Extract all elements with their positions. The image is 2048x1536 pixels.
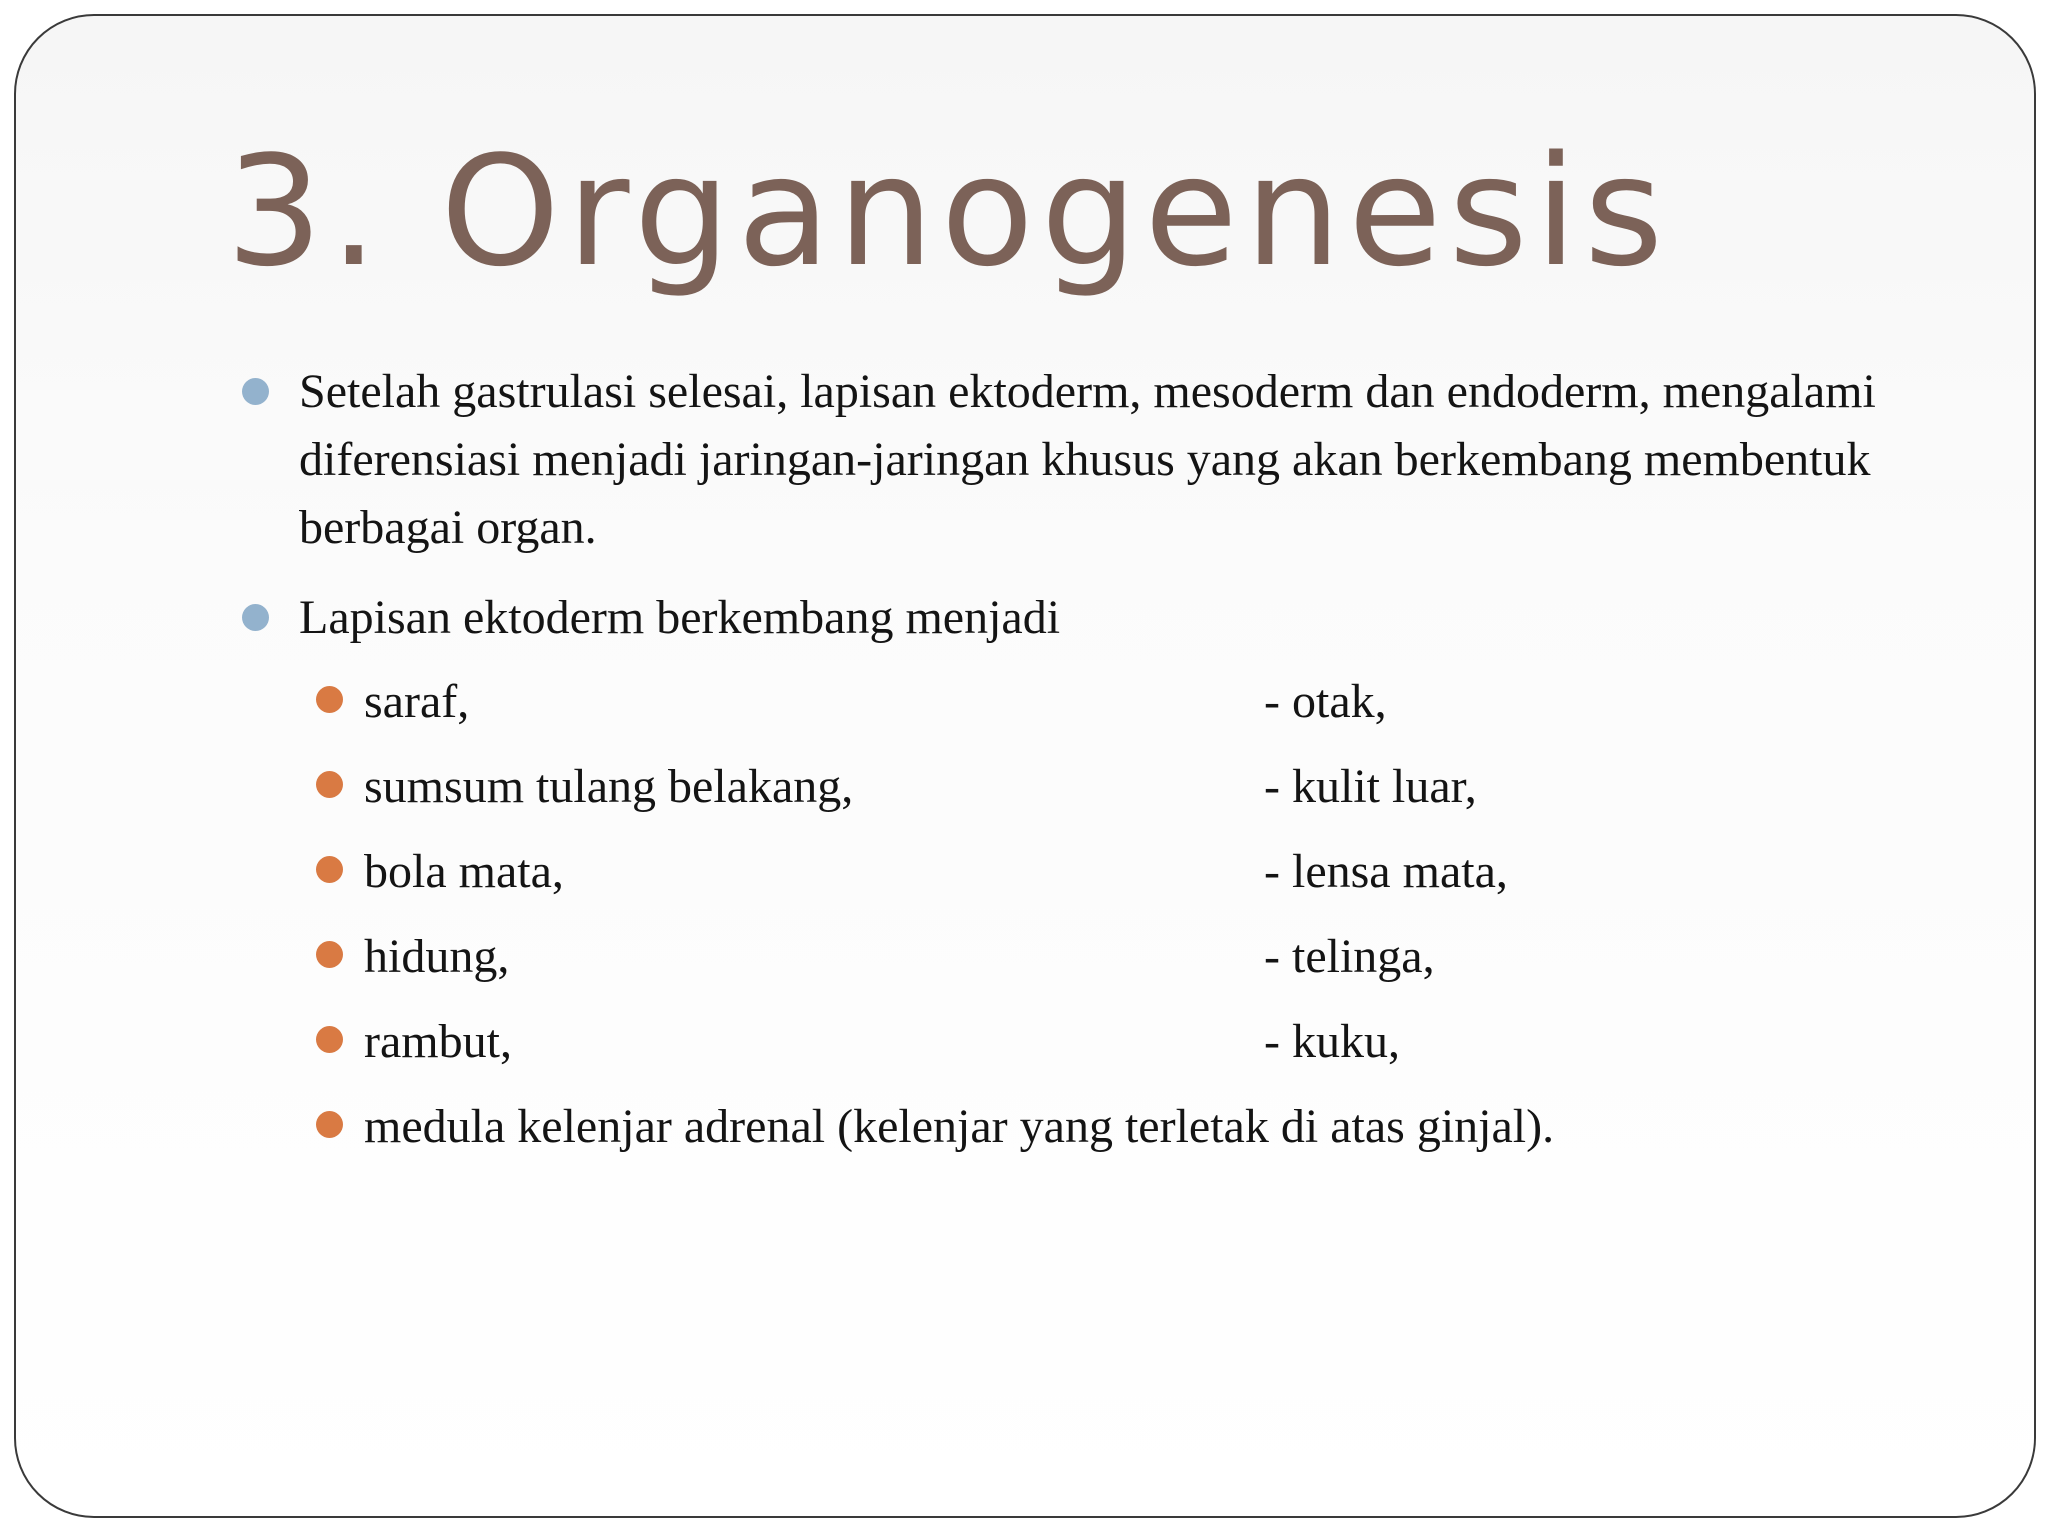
sub-bullet-item	[306, 1008, 2006, 1076]
sub-bullet-item	[306, 753, 2006, 821]
blue-bullet-icon	[242, 378, 269, 405]
sub-bullet-left-text: hidung,	[364, 930, 510, 983]
blue-bullet-icon	[242, 604, 269, 631]
sub-bullet-right-text: - kulit luar,	[1264, 760, 1477, 813]
sub-bullet-item	[306, 838, 2006, 906]
sub-bullet-right-text: - lensa mata,	[1264, 845, 1508, 898]
orange-bullet-icon	[316, 856, 343, 883]
sub-bullet-item	[306, 1093, 2006, 1161]
sub-bullet-left-text: saraf,	[364, 675, 470, 728]
sub-bullet-right-text: - kuku,	[1264, 1015, 1400, 1068]
sub-bullet-right-text: - telinga,	[1264, 930, 1435, 983]
sub-bullet-left-text: bola mata,	[364, 845, 564, 898]
sub-bullet-item	[306, 668, 2006, 736]
sub-bullet-right-text: - otak,	[1264, 675, 1387, 728]
orange-bullet-icon	[316, 1026, 343, 1053]
slide	[14, 14, 2036, 1518]
sub-bullet-left-text: rambut,	[364, 1015, 512, 1068]
orange-bullet-icon	[316, 1111, 343, 1138]
bullet-item	[226, 358, 1986, 562]
bullet-item	[226, 584, 1986, 652]
orange-bullet-icon	[316, 941, 343, 968]
bullet-text: Setelah gastrulasi selesai, lapisan ektoderm, mesoderm dan endoderm, mengalami diferensiasi menjadi jaringan-jaringan khusus yang akan berkembang membentuk berbagai organ.	[299, 365, 1876, 554]
slide-title: 3. Organogenesis	[226, 123, 1671, 300]
sub-bullet-left-text: medula kelenjar adrenal (kelenjar yang terletak di atas ginjal).	[364, 1100, 1555, 1153]
bullet-text: Lapisan ektoderm berkembang menjadi	[299, 591, 1061, 644]
sub-bullet-item	[306, 923, 2006, 991]
orange-bullet-icon	[316, 771, 343, 798]
sub-bullet-left-text: sumsum tulang belakang,	[364, 760, 854, 813]
orange-bullet-icon	[316, 686, 343, 713]
